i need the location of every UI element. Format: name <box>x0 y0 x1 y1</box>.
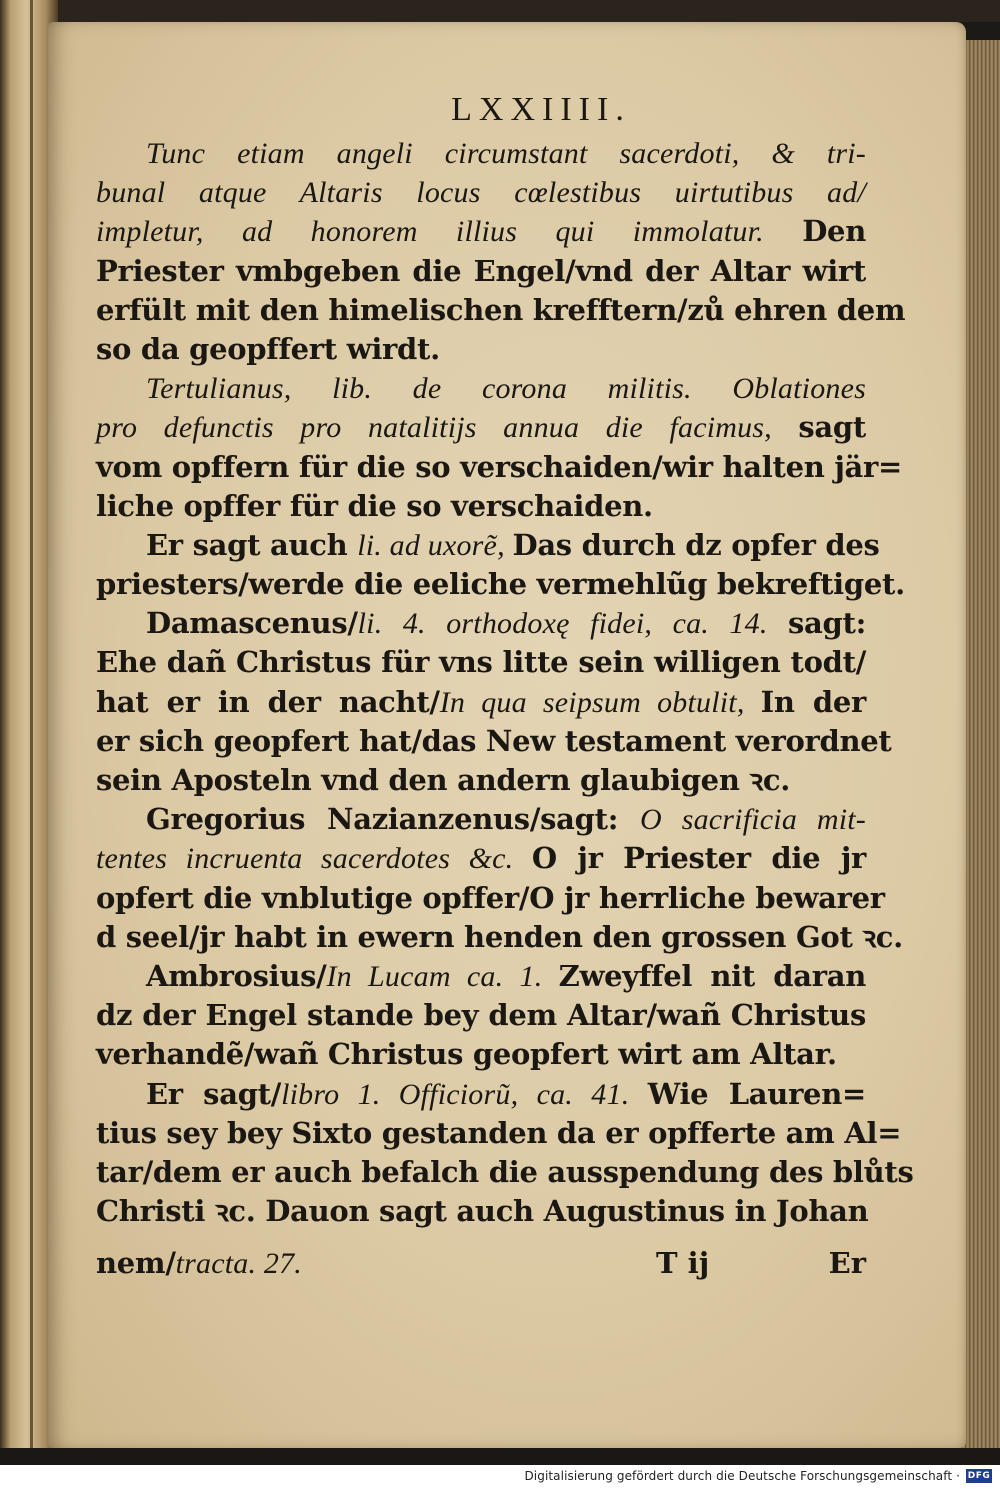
text-line <box>96 957 866 996</box>
text-line <box>96 996 866 1035</box>
text-line <box>96 879 885 918</box>
last-line-roman: tracta. 27. <box>175 1247 302 1280</box>
last-line <box>96 1246 866 1285</box>
catchword: Er <box>828 1246 866 1280</box>
folio-number: LXXIIII. <box>451 91 631 128</box>
blackletter-text: Er sagt/ <box>146 1076 282 1111</box>
blackletter-text: tius sey bey Sixto gestanden da er opfferte am Al= <box>96 1115 902 1150</box>
last-line-black: nem/ <box>96 1246 176 1280</box>
dfg-logo-icon: DFG <box>967 1471 991 1481</box>
text-line <box>96 526 880 565</box>
text-lines <box>96 134 914 1231</box>
text-line <box>96 643 866 682</box>
blackletter-text: priesters/werde die eeliche vermehlũg bekreftiget. <box>96 567 905 602</box>
text-line <box>96 448 902 487</box>
text-line <box>96 565 905 604</box>
roman-text: pro defunctis pro natalitijs annua die facimus, <box>96 411 799 445</box>
text-line <box>96 761 866 800</box>
text-line <box>96 722 892 761</box>
scan-top-border <box>0 0 1000 22</box>
footer-bar <box>0 1465 1000 1489</box>
blackletter-text: tar/dem er auch befalch die ausspendung des blůts <box>96 1154 914 1189</box>
blackletter-text: sein Aposteln vnd den andern glaubigen ꝛc. <box>96 763 791 797</box>
roman-text: In Lucam ca. 1. <box>326 959 559 993</box>
text-line <box>96 1114 902 1153</box>
blackletter-text: Priester vmbgeben die Engel/vnd der Altar wirt <box>96 253 866 288</box>
blackletter-text: sagt: <box>788 606 866 641</box>
blackletter-text: hat er in der nacht/ <box>96 684 440 719</box>
text-line <box>96 173 866 212</box>
text-line <box>96 134 866 173</box>
roman-text: libro 1. Officiorũ, ca. 41. <box>281 1077 648 1111</box>
roman-text: tentes incruenta sacerdotes &c. <box>96 842 532 876</box>
text-line <box>96 1035 866 1074</box>
roman-text: In qua seipsum obtulit, <box>439 685 761 719</box>
text-line <box>96 800 866 839</box>
blackletter-text: vom opffern für die so verschaiden/wir halten jär= <box>96 449 902 484</box>
text-line <box>96 408 866 447</box>
text-line <box>96 683 866 722</box>
blackletter-text: opfert die vnblutige opffer/O jr herrliche bewarer <box>96 880 885 915</box>
blackletter-text: Wie Lauren= <box>647 1076 866 1111</box>
blackletter-text: d seel/jr habt in ewern henden den grossen Got ꝛc. <box>96 919 903 954</box>
blackletter-text: In der <box>760 684 866 719</box>
text-line <box>96 604 866 643</box>
text-line <box>96 291 906 330</box>
roman-text: li. 4. orthodoxę fidei, ca. 14. <box>357 607 788 641</box>
text-line <box>96 252 866 291</box>
blackletter-text: Zweyffel nit daran <box>558 958 866 993</box>
text-line <box>96 369 866 408</box>
text-line <box>96 839 866 878</box>
binding-line <box>30 0 33 1448</box>
blackletter-text: Ehe dañ Christus für vns litte sein willigen todt/ <box>96 645 866 680</box>
signature-mark: T ij <box>656 1246 710 1280</box>
roman-text: Tertulianus, lib. de corona militis. Oblationes <box>146 372 866 406</box>
blackletter-text: Gregorius Nazianzenus/sagt: <box>146 802 641 837</box>
text-line <box>96 918 903 957</box>
roman-text: impletur, ad honorem illius qui immolatur. <box>96 215 803 249</box>
blackletter-text: liche opffer für die so verschaiden. <box>96 488 653 523</box>
blackletter-text: Christi ꝛc. Dauon sagt auch Augustinus in Johan <box>96 1194 869 1229</box>
blackletter-text: Das durch dz opfer des <box>512 527 880 562</box>
roman-text: Tunc etiam angeli circumstant sacerdoti, & tri- <box>146 137 866 170</box>
blackletter-text: erfült mit den himelischen krefftern/zů ehren dem <box>96 292 906 327</box>
roman-text: li. ad uxorẽ, <box>357 528 513 562</box>
text-line <box>96 1075 866 1114</box>
blackletter-text: verhandẽ/wañ Christus geopfert wirt am Altar. <box>96 1037 837 1072</box>
page-text <box>96 86 914 1231</box>
roman-text: O sacrificia mit- <box>640 803 866 837</box>
blackletter-text: Er sagt auch <box>146 527 358 562</box>
blackletter-text: Ambrosius/ <box>146 958 327 993</box>
last-line-text <box>96 1246 302 1281</box>
blackletter-text: dz der Engel stande bey dem Altar/wañ Christus <box>96 998 866 1033</box>
page-stack-edge <box>962 40 1000 1448</box>
blackletter-text: sagt <box>798 410 866 445</box>
scan-bottom-border <box>0 1448 1000 1465</box>
text-line <box>96 330 866 369</box>
text-line <box>96 1192 869 1231</box>
blackletter-text: er sich geopfert hat/das New testament verordnet <box>96 723 892 758</box>
funding-credit: Digitalisierung gefördert durch die Deutsche Forschungsgemeinschaft · <box>524 1469 960 1483</box>
text-line <box>96 212 866 251</box>
roman-text: bunal atque Altaris locus cœlestibus uirtutibus ad/ <box>96 176 866 210</box>
blackletter-text: Damascenus/ <box>146 606 358 641</box>
blackletter-text: so da geopffert wirdt. <box>96 331 440 366</box>
blackletter-text: Den <box>802 214 866 249</box>
text-line <box>96 1153 914 1192</box>
text-line <box>96 487 866 526</box>
blackletter-text: O jr Priester die jr <box>531 841 866 876</box>
